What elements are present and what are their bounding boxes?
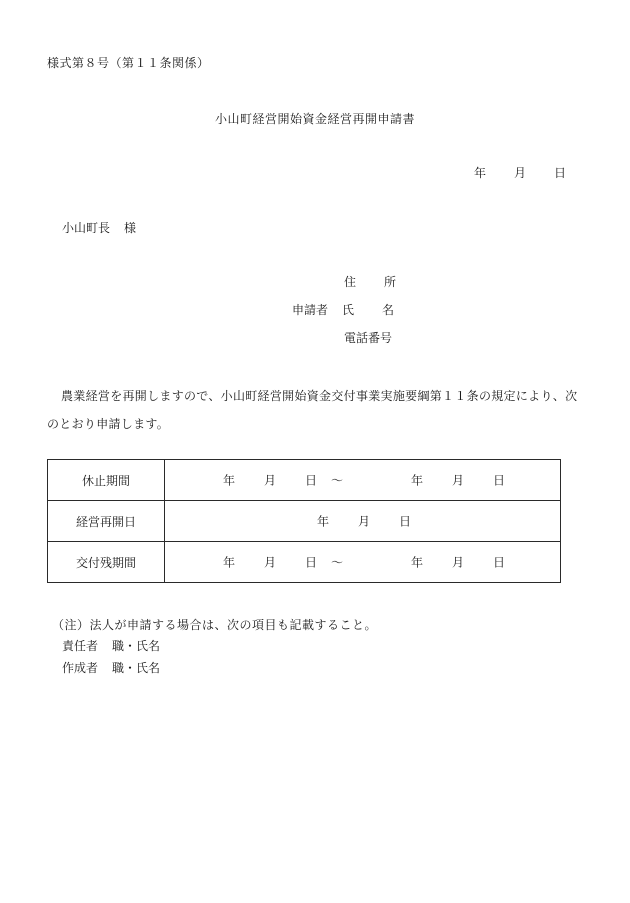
day-label: 日	[493, 555, 506, 570]
table-row-resumption-date	[48, 501, 561, 542]
note-author	[62, 659, 160, 676]
day-label: 日	[305, 473, 318, 488]
date-day-label: 日	[554, 166, 567, 180]
table-label: 交付残期間	[48, 542, 165, 583]
document-title: 小山町経営開始資金経営再開申請書	[214, 112, 415, 126]
day-label: 日	[305, 555, 318, 570]
applicant-name-label	[292, 301, 394, 318]
day-label: 日	[493, 473, 506, 488]
applicant-phone-label: 電話番号	[344, 331, 393, 345]
range-tilde: ～	[331, 555, 344, 570]
month-label: 月	[358, 514, 371, 529]
applicant-label: 申請者	[292, 303, 329, 317]
date-year-label: 年	[474, 166, 487, 180]
year-label: 年	[317, 514, 330, 529]
year-label: 年	[411, 555, 424, 570]
applicant-address-label	[344, 273, 396, 290]
form-number: 様式第８号（第１１条関係）	[47, 56, 210, 70]
year-label: 年	[411, 473, 424, 488]
address-label-char-2: 所	[384, 275, 397, 289]
application-statement: 農業経営を再開しますので、小山町経営開始資金交付事業実施要綱第１１条の規定により、次のとおり申請します。	[47, 389, 578, 431]
responsible-label: 責任者	[62, 639, 99, 653]
address-label-char-1: 住	[344, 275, 357, 289]
note-text: （注）法人が申請する場合は、次の項目も記載すること。	[52, 618, 378, 632]
note-responsible-person	[62, 637, 160, 654]
table-value-cell	[165, 542, 561, 583]
month-label: 月	[452, 555, 465, 570]
table-label: 休止期間	[48, 460, 165, 501]
month-label: 月	[264, 555, 277, 570]
month-label: 月	[264, 473, 277, 488]
table-row-remaining-period	[48, 542, 561, 583]
range-tilde: ～	[331, 473, 344, 488]
table-value-cell	[165, 501, 561, 542]
addressee	[62, 219, 136, 236]
author-value: 職・氏名	[112, 661, 161, 675]
date-month-label: 月	[514, 166, 527, 180]
table-value-cell	[165, 460, 561, 501]
year-label: 年	[223, 473, 236, 488]
name-label-char-2: 名	[382, 303, 395, 317]
responsible-value: 職・氏名	[112, 639, 161, 653]
table-row-suspension-period	[48, 460, 561, 501]
period-table	[47, 459, 561, 583]
month-label: 月	[452, 473, 465, 488]
name-label-char-1: 氏	[342, 303, 355, 317]
addressee-honorific: 様	[124, 221, 137, 235]
addressee-name: 小山町長	[62, 221, 111, 235]
table-label: 経営再開日	[48, 501, 165, 542]
year-label: 年	[223, 555, 236, 570]
day-label: 日	[399, 514, 412, 529]
application-date	[474, 164, 566, 181]
author-label: 作成者	[62, 661, 99, 675]
